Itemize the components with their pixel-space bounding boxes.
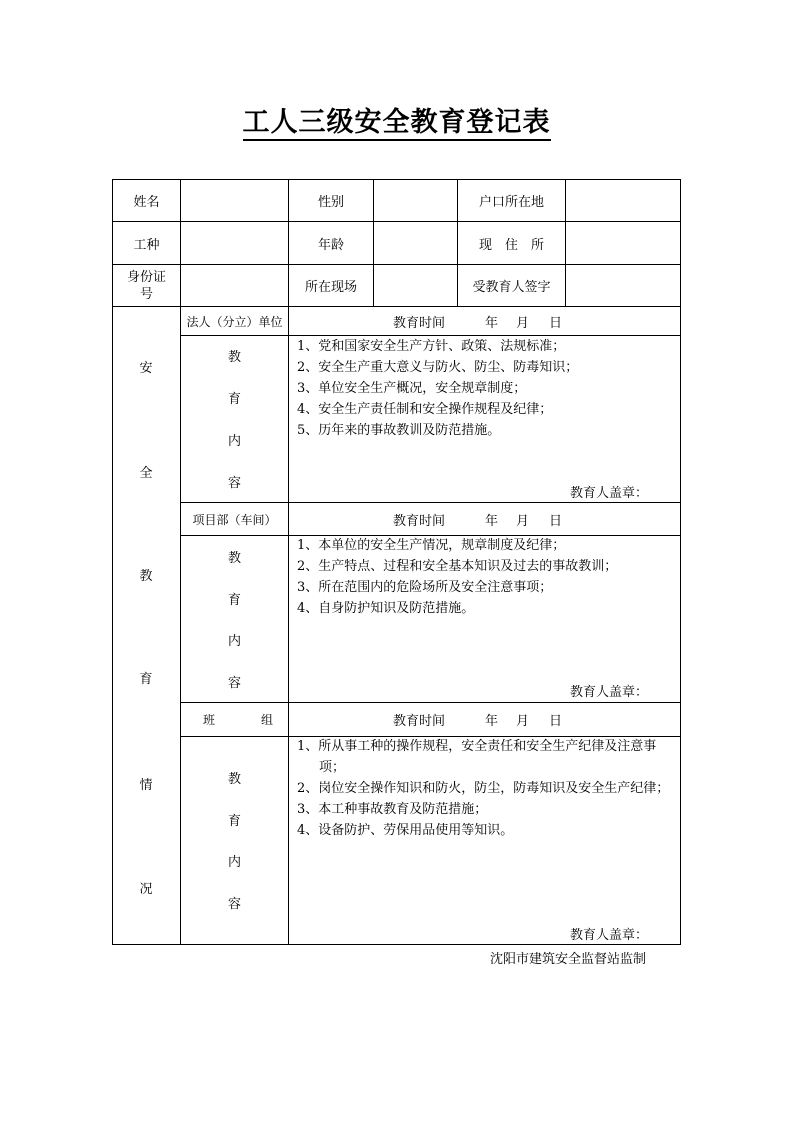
trade-field[interactable] — [181, 222, 288, 264]
side-char: 情 — [139, 778, 153, 793]
list-item: 4、设备防护、劳保用品使用等知识。 — [297, 823, 514, 838]
level3-educator-seal: 教育人盖章： — [570, 928, 649, 943]
site-field[interactable] — [374, 265, 457, 306]
signature-label: 受教育人签字 — [472, 280, 551, 295]
level2-content-label — [181, 547, 288, 691]
year-label: 年 — [485, 315, 499, 331]
time-label: 教育时间 — [393, 513, 446, 529]
residence-label: 现 住 所 — [478, 237, 544, 253]
day-label: 日 — [549, 714, 563, 729]
content-char: 容 — [227, 476, 241, 491]
list-item: 4、自身防护知识及防范措施。 — [297, 601, 475, 616]
age-field[interactable] — [374, 222, 457, 264]
hukou-label: 户口所在地 — [478, 195, 544, 210]
level2-unit-label: 项目部（车间） — [192, 512, 277, 527]
list-item: 1、党和国家安全生产方针、政策、法规标准； — [297, 339, 566, 354]
content-char: 育 — [227, 392, 241, 407]
unit-char: 组 — [261, 713, 274, 727]
list-item: 5、历年来的事故教训及防范措施。 — [297, 423, 501, 438]
page-title: 工人三级安全教育登记表 — [0, 100, 793, 139]
list-item: 1、本单位的安全生产情况，规章制度及纪律； — [297, 538, 566, 553]
trade-label: 工种 — [133, 237, 160, 253]
level3-time-row — [289, 703, 680, 736]
list-item: 1、所从事工种的操作规程，安全责任和安全生产纪律及注意事项； — [297, 739, 657, 775]
id-label — [112, 265, 181, 306]
list-item: 3、本工种事故教育及防范措施； — [297, 802, 488, 817]
signature-field[interactable] — [566, 265, 680, 306]
level3-items — [297, 736, 672, 841]
level1-unit-label: 法人（分立）单位 — [186, 314, 283, 329]
month-label: 月 — [516, 513, 530, 529]
level2-time-row — [289, 503, 680, 535]
level3-unit-label — [181, 703, 288, 736]
side-char: 教 — [139, 569, 153, 584]
side-char: 况 — [139, 882, 153, 897]
list-item: 2、安全生产重大意义与防火、防尘、防毒知识； — [297, 360, 579, 375]
content-char: 育 — [227, 592, 241, 608]
content-char: 教 — [227, 551, 241, 566]
day-label: 日 — [549, 513, 563, 529]
age-label: 年龄 — [317, 237, 344, 253]
content-char: 内 — [227, 634, 241, 650]
content-char: 容 — [227, 896, 241, 912]
side-char: 安 — [139, 361, 153, 376]
list-item: 3、所在范围内的危险场所及安全注意事项； — [297, 580, 553, 595]
side-label — [112, 307, 180, 944]
registration-table — [112, 179, 681, 945]
side-char: 育 — [139, 672, 153, 687]
id-label-line1: 身份证 — [126, 269, 166, 285]
level1-educator-seal: 教育人盖章： — [570, 486, 649, 501]
residence-field[interactable] — [566, 222, 680, 264]
content-char: 内 — [227, 434, 241, 449]
gender-field[interactable] — [374, 179, 457, 222]
unit-char: 班 — [203, 713, 216, 727]
content-char: 育 — [227, 813, 241, 829]
year-label: 年 — [485, 513, 499, 529]
id-label-line2: 号 — [139, 286, 153, 302]
list-item: 2、岗位安全操作知识和防火，防尘，防毒知识及安全生产纪律； — [297, 781, 670, 796]
level3-content-label — [181, 768, 288, 912]
year-label: 年 — [485, 714, 499, 729]
day-label: 日 — [549, 315, 563, 331]
content-char: 内 — [227, 855, 241, 871]
id-field[interactable] — [181, 265, 288, 306]
hukou-field[interactable] — [566, 179, 680, 222]
gender-label: 性别 — [317, 195, 344, 210]
month-label: 月 — [516, 315, 530, 331]
name-field[interactable] — [181, 179, 288, 222]
list-item: 2、生产特点、过程和安全基本知识及过去的事故教训； — [297, 559, 618, 574]
level2-educator-seal: 教育人盖章： — [570, 685, 649, 700]
level1-content-label — [181, 346, 288, 491]
name-label: 姓名 — [133, 195, 160, 210]
site-label: 所在现场 — [304, 280, 357, 295]
time-label: 教育时间 — [393, 714, 446, 729]
side-char: 全 — [139, 466, 153, 481]
level1-items — [297, 336, 672, 441]
month-label: 月 — [516, 714, 530, 729]
level1-time-row — [289, 307, 680, 335]
content-char: 教 — [227, 772, 241, 787]
time-label: 教育时间 — [393, 315, 446, 331]
content-char: 教 — [227, 350, 241, 365]
list-item: 3、单位安全生产概况，安全规章制度； — [297, 381, 527, 396]
level2-items — [297, 535, 672, 619]
footer-issuer: 沈阳市建筑安全监督站监制 — [490, 952, 647, 967]
content-char: 容 — [227, 675, 241, 691]
list-item: 4、安全生产责任制和安全操作规程及纪律； — [297, 402, 553, 417]
